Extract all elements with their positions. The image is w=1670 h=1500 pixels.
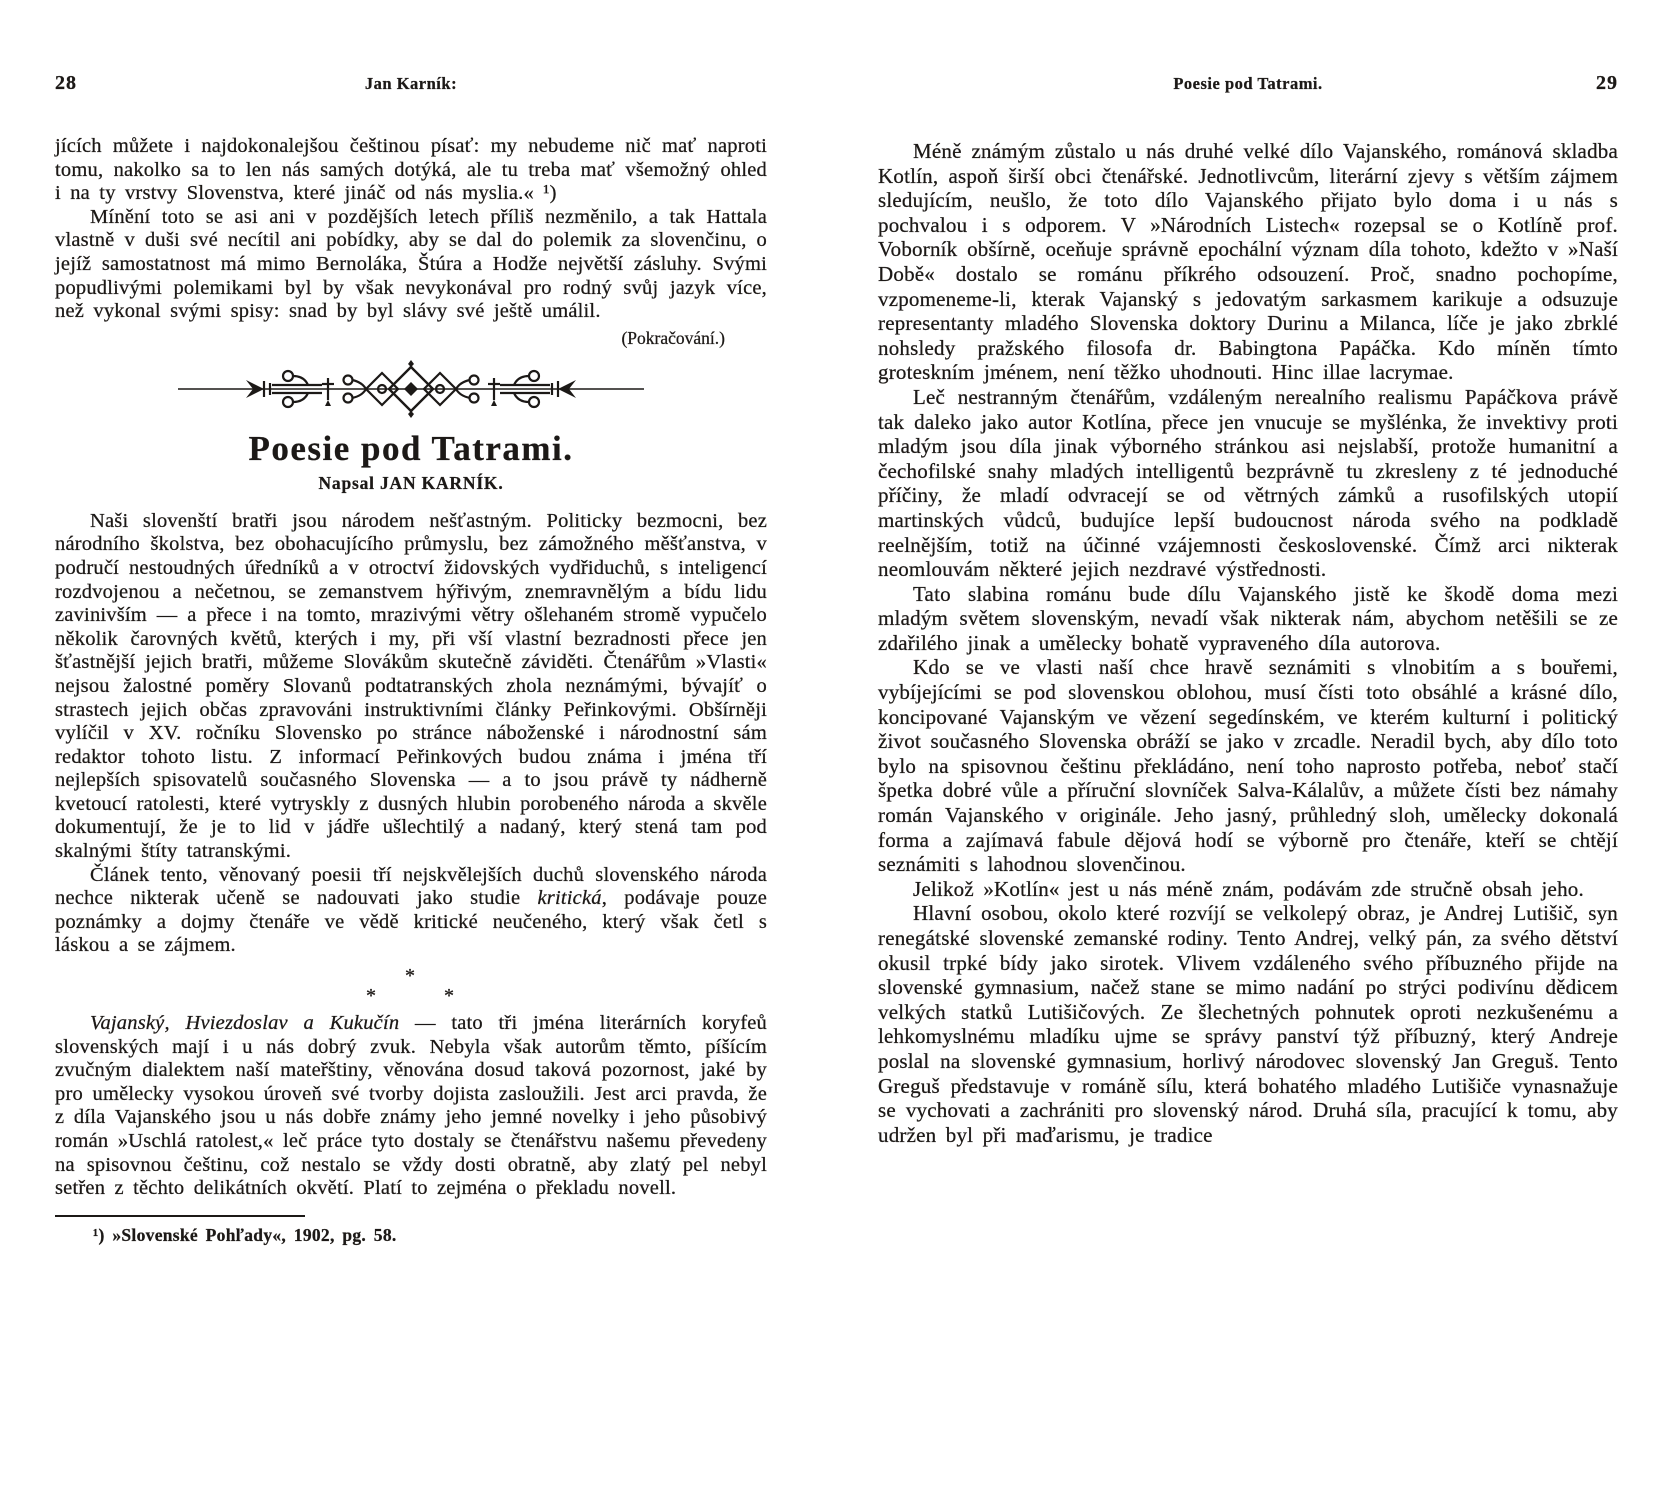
text-run: Mínění toto se asi ani v pozdějších letech příliš nezměnilo, a tak Hattala vlastně v duši své necítil ani pobídky, aby se dal do polemik za slovenčinu, o jejíž samostatnost má mimo Bernoláka, Štúra a Hodže největší zásluhy. Svými popudlivými polemikami byl by však nevykonával pro rodný svůj jazyk více, než vykonal svými spisy: snad by byl slávy své ještě umálil. [55, 205, 767, 323]
page-right [878, 0, 1618, 1500]
star-separator [55, 966, 767, 1006]
ornament-divider [55, 360, 767, 423]
paragraph [878, 582, 1618, 656]
star-separator-top: * [405, 965, 417, 988]
page-left [55, 0, 767, 1500]
running-header-text: Poesie pod Tatrami. [1173, 74, 1323, 93]
paragraph [55, 510, 767, 864]
text-run: — tato tři jména literárních koryfeů slovenských mají i u nás dobrý zvuk. Nebyla však autorům těmto, píšícím zvučným dialektem naší mateřštiny, věnována dosud taková pozornost, jaké by pro umělecky vysokou úroveň své tvorby dojista zasloužili. Jest arci pravda, že z díla Vajanského jsou u nás dobře známy jeho jemné novelky i jeho působivý román »Uschlá ratolest,« leč práce tyto dostaly se čtenářstvu našemu převedeny na spisovnou češtinu, což nestalo se vždy dosti obratně, aby zlatý pel nebyl setřen z těchto delikátních okvětí. Platí to zejména o překladu novell. [55, 1012, 767, 1200]
article-body-2 [55, 1012, 767, 1201]
article-byline: Napsal JAN KARNÍK. [318, 472, 504, 493]
right-page-body [878, 139, 1618, 1147]
text-run: Méně známým zůstalo u nás druhé velké dílo Vajanského, románová skladba Kotlín, aspoň širší obci čtenářské. Jednotlivcům, literární zjevy s větším zájmem sledujícím, neušlo, že toto dílo Vajanského přijato bylo doma i u nás s pochvalou i s odporem. V »Národních Listech« rozepsal se o Kotlíně prof. Voborník obšírně, oceňuje správně epochální význam díla tohoto, kdežto v »Naší Době« dostalo se románu příkrého odsouzení. Proč, snadno pochopíme, vzpomeneme-li, kterak Vajanský s jedovatým sarkasmem karikuje a odsuzuje representanty mladého Slovenska doktory Durinu a Milanca, líče je jako zbrklé nohsledy pražského filosofa dr. Babingtona Papáčka. Kdo míněn tímto groteskním jménem, není těžko uhodnouti. Hinc illae lacrymae. [878, 139, 1618, 385]
footnote-block [55, 1215, 767, 1246]
running-head-left [55, 0, 767, 95]
paragraph [55, 1012, 767, 1201]
italic-text-run: kritická [537, 887, 602, 910]
paragraph [55, 135, 767, 206]
paragraph [878, 901, 1618, 1147]
text-run: Jelikož »Kotlín« jest u nás méně znám, podávám zde stručně obsah jeho. [913, 876, 1584, 901]
intro-paragraphs [55, 135, 767, 324]
footnote-text: ¹) »Slovenské Pohľady«, 1902, pg. 58. [93, 1224, 397, 1245]
page-number: 29 [1596, 72, 1618, 94]
running-head-right [878, 0, 1618, 95]
text-run: jících můžete i najdokonalejšou češtinou písať: my nebudeme nič mať naproti tomu, nakolko sa to len nás samých dotýká, ale tu treba mať všemožný ohled i na ty vrstvy Slovenstva, které jináč od nás myslia.« ¹) [55, 135, 767, 205]
article-title: Poesie pod Tatrami. [248, 428, 574, 468]
text-run: Tato slabina románu bude dílu Vajanského jistě ke škodě doma mezi mladým světem slovenským, nevadí však nikterak nám, abychom netěšili se ze zdařilého jinak a umělecky bohatě vypraveného díla autorova. [878, 581, 1618, 655]
text-run: Hlavní osobou, okolo které rozvíjí se velkolepý obraz, je Andrej Lutišič, syn renegátské slovenské zemanské rodiny. Tento Andrej, velký pán, za svého dětství okusil trpké bídy jako sirotek. Vlivem vzdáleného svého příbuzného přijde na slovenské gymnasium, načež stane se mimo nadání po strýci podivínu dědicem velkých statků Lutišičových. Ze šlechetných pohnutek oproti nezkušenému a lehkomyslnému mladíku ujme se správy panství týž příbuzný, který Andreje poslal na slovenské gymnasium, horlivý národovec slovenský Jan Greguš. Tento Greguš představuje v románě sílu, která bohatého mladého Lutišiče vynasnažuje se vychovati a zachrániti pro slovenský národ. Druhá síla, pracující k tomu, aby udržen byl při maďarismu, je tradice [878, 901, 1618, 1147]
star-separator-bottom: * * [366, 985, 456, 1008]
text-run: Článek tento, věnovaný poesii tří nejskvělejších duchů slovenského národa nechce nikterak učeně se nadouvati jako studie [55, 863, 767, 910]
paragraph [878, 385, 1618, 582]
paragraph [55, 206, 767, 324]
text-run: Leč nestranným čtenářům, vzdáleným nerealního realismu Papáčkova právě tak daleko jako autor Kotlína, přece jen vnucuje se myšlénka, že invektivy proti mladým jsou díla jinak výborného stránkou asi nejslabší, protože humanitní a čechofilské snahy mladých intelligentů bezprávně tu zkresleny z té jednoduché příčiny, že mladí odvracejí se od větrných zámků a rusofilských utopií martinských vůdců, budujíce lepší budoucnost národa svého na podkladě reelnějším, totiž na účinné vzájemnosti československé. Čímž arci nikterak neomlouvám některé jejich nezdravé výstřednosti. [878, 384, 1618, 582]
article-body-1 [55, 510, 767, 958]
paragraph [878, 655, 1618, 876]
text-run: Kdo se ve vlasti naší chce hravě seznámiti s vlnobitím a s bouřemi, vybíjejícími se pod slovenskou oblohou, musí čísti toto obsáhlé a krásné dílo, koncipované Vajanským ve vězení segedínském, ve kterém kulturní i politický život současného Slovenska obráží se jako v zrcadle. Neradil bych, aby dílo toto bylo na spisovnou češtinu překládáno, není toho naprosto potřeba, neboť stačí špetka dobré vůle a příruční slovníček Salva-Kálalův, a můžete čísti bez námahy román Vajanského v originále. Jeho jasný, průhledný sloh, umělecky dokonalá forma a zajímavá fabule dějová hodí se výborně pro čtenáře, kteří se chtějí seznámiti s lahodnou slovenčinou. [878, 655, 1618, 877]
italic-text-run: Vajanský, Hviezdoslav a Kukučín [90, 1012, 400, 1035]
footnote-rule [55, 1215, 305, 1217]
paragraph [878, 877, 1618, 902]
page-number: 28 [55, 72, 77, 94]
continuation-note: (Pokračování.) [621, 327, 725, 348]
running-header-text: Jan Karník: [364, 74, 458, 93]
text-run: , podávaje pouze poznámky a dojmy čtenáře ve vědě kritické neučeného, který však četl s láskou a se zájmem. [55, 887, 768, 957]
text-run: Naši slovenští bratři jsou národem nešťastným. Politicky bezmocni, bez národního školstva, bez obohacujícího průmyslu, bez zámožného měšťanstva, v područí nestoudných úředníků a v otroctví židovských vydřiduchů, s inteligencí rozdvojenou a nečetnou, se zemanstvem hýřivým, znemravnělým a bídu lidu zavinivším — a přece i na tomto, mrazivými větry ošlehaném stromě vypučelo několik čarovných květů, kterých i my, při vší vlastní bezradnosti přece jen šťastnější jejich bratři, můžeme Slovákům skutečně záviděti. Čtenářům »Vlasti« nejsou žalostné poměry Slovanů podtatranských zhola neznámými, bývajíť o strastech jejich občas zpravováni instruktivními články Peřinkovými. Obšírněji vylíčil v XV. ročníku Slovensko po stránce náboženské i národnostní sám redaktor tohoto listu. Z informací Peřinkových budou známa i jména tří nejlepších spisovatelů současného Slovenska — a to jsou právě ty nádherně kvetoucí ratolesti, které vytryskly z dusných hlubin porobeného národa a skvěle dokumentují, že je to lid v jádře ušlechtilý a nadaný, který stená tam pod skalnými štíty tatranskými. [55, 509, 767, 863]
paragraph [55, 864, 767, 958]
paragraph [878, 139, 1618, 385]
